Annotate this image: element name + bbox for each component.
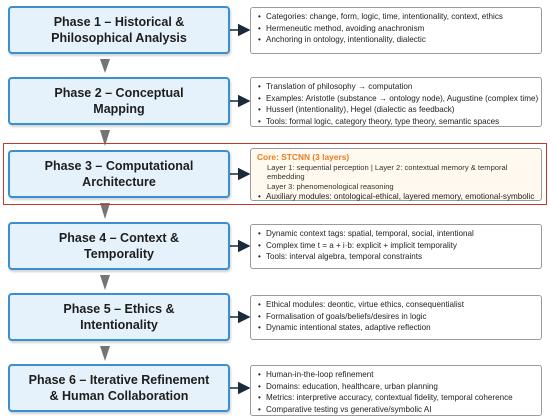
core-stcnn-title: Core: STCNN (3 layers) [257, 152, 350, 162]
phase-6-details [250, 365, 542, 416]
phase-5-bullet: • Dynamic intentional states, adaptive reflection [266, 323, 535, 334]
phase-4-title-line2: Temporality [84, 247, 154, 261]
phase-5-bullet: • Ethical modules: deontic, virtue ethics, consequentialist [266, 300, 535, 311]
phase-2-title-line2: Mapping [93, 102, 145, 116]
down-arrow-1 [100, 59, 110, 73]
phase-2-bullet: • Husserl (intentionality), Hegel (dialectic as feedback) [266, 105, 535, 116]
down-arrow-5 [100, 346, 110, 361]
phase-3-title-line1: Phase 3 – Computational [44, 159, 194, 173]
phase-5-bullet: • Formalisation of goals/beliefs/desires in logic [266, 312, 535, 323]
phase-1-bullet: • Anchoring in ontology, intentionality, dialectic [266, 35, 535, 46]
phase-3-title-line2: Architecture [82, 175, 156, 189]
phase-1-title-line1: Phase 1 – Historical & [53, 15, 185, 29]
phase-4-title-line1: Phase 4 – Context & [58, 231, 180, 245]
phase-3-bullet: • Auxiliary modules: ontological-ethical, layered memory, emotional-symbolic [266, 192, 535, 203]
phase-6-bullet: • Domains: education, healthcare, urban planning [266, 382, 535, 393]
phase-6-title-line2: & Human Collaboration [49, 389, 189, 403]
phase-2-bullet: • Examples: Aristotle (substance → ontology node), Augustine (complex time) [266, 94, 535, 105]
phase-1-bullet: • Hermeneutic method, avoiding anachronism [266, 24, 535, 35]
phase-3-details [250, 148, 542, 201]
phase-1-title-line2: Philosophical Analysis [51, 31, 187, 45]
down-arrow-4 [100, 275, 110, 290]
phase-4-bullet: • Dynamic context tags: spatial, temporal, social, intentional [266, 229, 535, 240]
phase-5-title-line2: Intentionality [80, 318, 158, 332]
phase-5-title-line1: Phase 5 – Ethics & [63, 302, 175, 316]
layer-description-1: Layer 1: sequential perception | Layer 2: contextual memory & temporal embedding [267, 162, 508, 182]
phase-4-details [250, 224, 542, 269]
phase-6-box [8, 364, 230, 412]
phase-4-bullet: • Tools: interval algebra, temporal constraints [266, 252, 535, 263]
phase-1-bullet: • Categories: change, form, logic, time, intentionality, context, ethics [266, 12, 535, 23]
layer-description-2: Layer 3: phenomenological reasoning [267, 181, 394, 191]
phase-4-bullet: • Complex time t = a + i·b: explicit + implicit temporality [266, 241, 535, 252]
phase-6-bullet: • Metrics: interpretive accuracy, contextual fidelity, temporal coherence [266, 393, 535, 404]
phase-2-title-line1: Phase 2 – Conceptual [54, 86, 184, 100]
phase-2-bullet: • Tools: formal logic, category theory, type theory, semantic spaces [266, 117, 535, 128]
phase-4-box [8, 222, 230, 270]
phase-2-bullet: • Translation of philosophy → computation [266, 82, 535, 93]
down-arrow-3 [100, 203, 110, 219]
phase-5-details [250, 295, 542, 340]
phase-6-bullet: • Comparative testing vs generative/symbolic AI [266, 405, 535, 416]
phase-6-bullet: • Human-in-the-loop refinement [266, 370, 535, 381]
phase-2-box [8, 77, 230, 125]
phase-6-title-line1: Phase 6 – Iterative Refinement [28, 373, 210, 387]
phase-5-box [8, 293, 230, 341]
phase-1-box [8, 6, 230, 54]
phase-2-details [250, 77, 542, 127]
phase-1-details [250, 7, 542, 54]
